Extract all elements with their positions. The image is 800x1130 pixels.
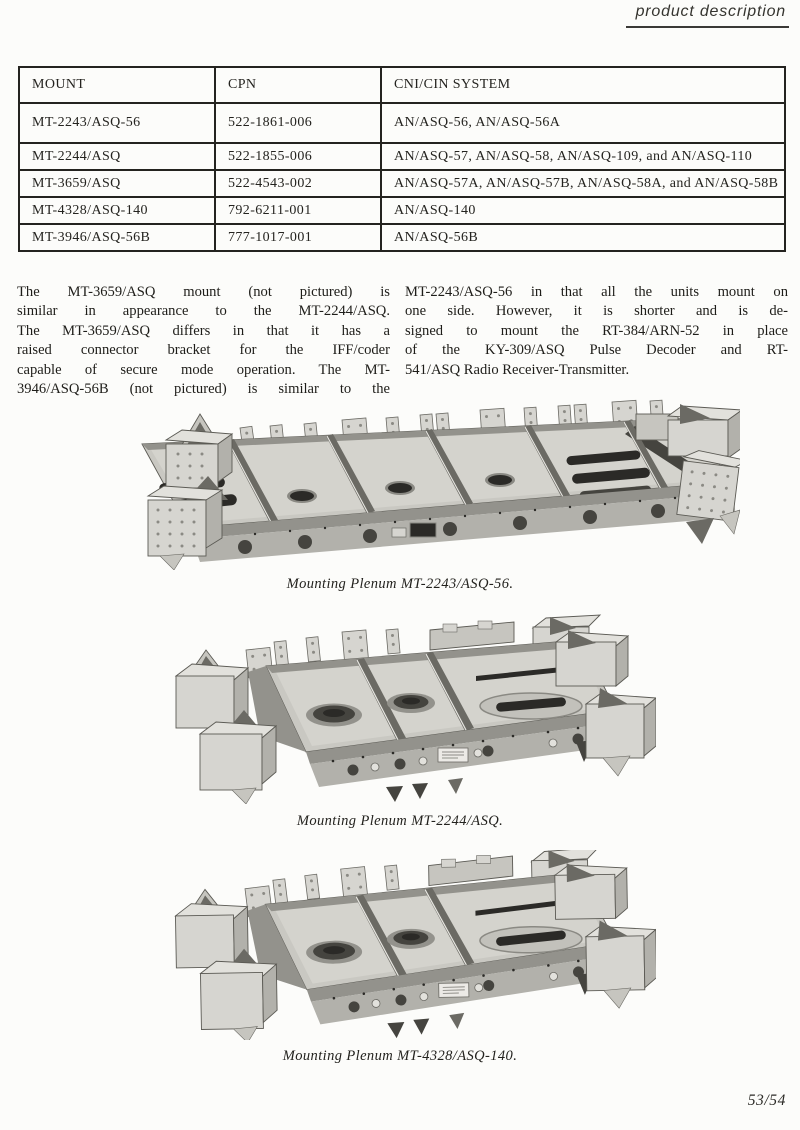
text-line: similar in appearance to the MT-2244/ASQ. — [17, 303, 390, 320]
cell-cpn: 522-1861-006 — [215, 103, 381, 143]
cell-mount: MT-3659/ASQ — [19, 170, 215, 197]
table-row — [19, 197, 785, 224]
text-line: one side. However, it is shorter and is de- — [405, 303, 788, 320]
mount-table — [18, 66, 786, 252]
text-line: signed to mount the RT-384/ARN-52 in place — [405, 322, 788, 339]
table-header-row — [19, 67, 785, 103]
cell-system: AN/ASQ-56B — [381, 224, 785, 251]
text-line: of the KY-309/ASQ Pulse Decoder and RT- — [405, 342, 788, 359]
mounting-plenum-mt-2244-photo — [148, 614, 656, 804]
body-text-left-column — [17, 283, 390, 399]
table-row — [19, 143, 785, 170]
figure-caption-mt-2244: Mounting Plenum MT-2244/ASQ. — [296, 813, 504, 829]
cell-system: AN/ASQ-57A, AN/ASQ-57B, AN/ASQ-58A, and AN/ASQ-58B — [381, 170, 785, 197]
cell-mount: MT-2244/ASQ — [19, 143, 215, 170]
figure-caption-mt-2243: Mounting Plenum MT-2243/ASQ-56. — [286, 576, 514, 592]
mounting-plenum-mt-2243-photo — [80, 398, 740, 570]
text-line: capable of secure mode operation. The MT- — [17, 361, 390, 378]
text-line: 3946/ASQ-56B (not pictured) is similar to the — [17, 381, 390, 398]
table-header-system: CNI/CIN SYSTEM — [381, 67, 785, 103]
cell-system: AN/ASQ-56, AN/ASQ-56A — [381, 103, 785, 143]
cell-cpn: 522-1855-006 — [215, 143, 381, 170]
cell-cpn: 522-4543-002 — [215, 170, 381, 197]
text-line: The MT-3659/ASQ mount (not pictured) is — [17, 284, 390, 300]
cell-system: AN/ASQ-140 — [381, 197, 785, 224]
cell-system: AN/ASQ-57, AN/ASQ-58, AN/ASQ-109, and AN/ASQ-110 — [381, 143, 785, 170]
figure-caption-mt-4328: Mounting Plenum MT-4328/ASQ-140. — [282, 1048, 518, 1064]
table-header-mount: MOUNT — [19, 67, 215, 103]
table-row — [19, 170, 785, 197]
text-line: The MT-3659/ASQ differs in that it has a — [17, 322, 390, 339]
text-line: raised connector bracket for the IFF/coder — [17, 342, 390, 359]
table-row — [19, 224, 785, 251]
table-row — [19, 103, 785, 143]
text-line: 541/ASQ Radio Receiver-Transmitter. — [405, 361, 630, 378]
running-header: product description — [626, 3, 789, 28]
cell-mount: MT-3946/ASQ-56B — [19, 224, 215, 251]
cell-mount: MT-4328/ASQ-140 — [19, 197, 215, 224]
mounting-plenum-mt-4328-photo — [148, 850, 656, 1040]
cell-mount: MT-2243/ASQ-56 — [19, 103, 215, 143]
cell-cpn: 792-6211-001 — [215, 197, 381, 224]
body-text-right-column — [405, 283, 788, 380]
cell-cpn: 777-1017-001 — [215, 224, 381, 251]
table-header-cpn: CPN — [215, 67, 381, 103]
page-number: 53/54 — [747, 1092, 786, 1109]
text-line: MT-2243/ASQ-56 in that all the units mount on — [405, 284, 788, 300]
